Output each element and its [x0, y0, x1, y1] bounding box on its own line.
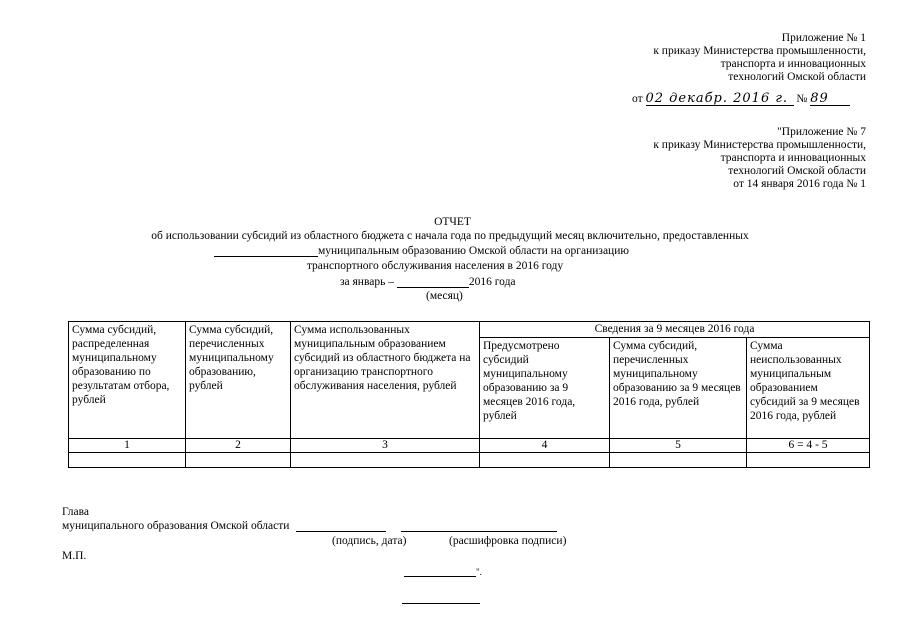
report-subheading-line3: транспортного обслуживания населения в 2016 году	[306, 260, 564, 272]
table-data-row	[69, 453, 870, 468]
col4-header: Предусмотрено субсидий муниципальному образованию за 9 месяцев 2016 года, рублей	[480, 338, 610, 439]
appendix-1-line1: к приказу Министерства промышленности,	[653, 45, 866, 57]
signature-line	[62, 520, 557, 533]
closing-line	[404, 566, 482, 579]
signature-org: муниципального образования Омской области	[62, 520, 290, 532]
col-number-6: 6 = 4 - 5	[747, 439, 870, 453]
date-prefix: от	[632, 93, 643, 105]
handwritten-date: 02 декабр. 2016 г.	[646, 92, 794, 106]
sign-hint: (подпись, дата)	[332, 535, 407, 547]
appendix-1-line2: транспорта и инновационных	[720, 58, 866, 70]
appendix-1-title: Приложение № 1	[781, 32, 866, 44]
col6-header: Сумма неиспользованных муниципальным образованием субсидий за 9 месяцев 2016 года, рублей	[747, 338, 870, 439]
period-suffix: 2016 года	[468, 276, 516, 288]
report-period-line	[340, 276, 516, 289]
col-number-1: 1	[69, 439, 186, 453]
appendix-7-title: "Приложение № 7	[777, 126, 866, 138]
col-number-2: 2	[186, 439, 291, 453]
col2-header: Сумма субсидий, перечисленных муниципальному образованию, рублей	[186, 322, 291, 439]
signature-head: Глава	[62, 506, 90, 518]
data-cell-3	[291, 453, 480, 468]
closing-quote: ".	[476, 567, 482, 577]
appendix-7-line4: от 14 января 2016 года № 1	[733, 178, 866, 190]
data-cell-4	[480, 453, 610, 468]
appendix-1-line3: технологий Омской области	[728, 71, 866, 83]
number-label: №	[796, 93, 808, 105]
col-number-3: 3	[291, 439, 480, 453]
appendix-7-line1: к приказу Министерства промышленности,	[653, 139, 866, 151]
closing-blank	[404, 566, 476, 577]
report-subheading-line2	[214, 245, 629, 258]
municipality-blank	[214, 245, 318, 257]
appendix-1-date-line	[632, 92, 872, 106]
period-hint: (месяц)	[426, 290, 463, 302]
data-cell-1	[69, 453, 186, 468]
appendix-7-block	[560, 126, 866, 191]
data-cell-2	[186, 453, 291, 468]
period-prefix: за январь –	[340, 276, 394, 288]
footer-divider	[402, 603, 480, 604]
col5-header: Сумма субсидий, перечисленных муниципальному образованию за 9 месяцев 2016 года, рублей	[610, 338, 747, 439]
decode-hint: (расшифровка подписи)	[449, 535, 567, 547]
col-number-5: 5	[610, 439, 747, 453]
appendix-7-line2: транспорта и инновационных	[720, 152, 866, 164]
decode-blank	[401, 520, 557, 532]
handwritten-number: 89	[810, 92, 850, 106]
report-heading: ОТЧЕТ	[434, 216, 471, 228]
data-cell-6	[747, 453, 870, 468]
report-line2-text: муниципальным образованию Омской области на организацию	[318, 245, 629, 257]
report-subheading-line1: об использовании субсидий из областного бюджета с начала года по предыдущий месяц включительно, предоставленных	[151, 230, 749, 242]
appendix-7-line3: технологий Омской области	[728, 165, 866, 177]
col1-header: Сумма субсидий, распределенная муниципальному образованию по результатам отбора, рублей	[69, 322, 186, 439]
col-number-4: 4	[480, 439, 610, 453]
report-table	[68, 321, 870, 468]
signature-blank	[296, 520, 386, 532]
table-header-row	[69, 322, 870, 338]
appendix-1-block	[560, 32, 866, 84]
stamp-label: М.П.	[62, 550, 87, 562]
period-month-blank	[397, 276, 469, 288]
group-header: Сведения за 9 месяцев 2016 года	[480, 322, 870, 338]
col3-header: Сумма использованных муниципальным образованием субсидий из областного бюджета на организацию транспортного обслуживания населения, рублей	[291, 322, 480, 439]
data-cell-5	[610, 453, 747, 468]
table-number-row	[69, 439, 870, 453]
